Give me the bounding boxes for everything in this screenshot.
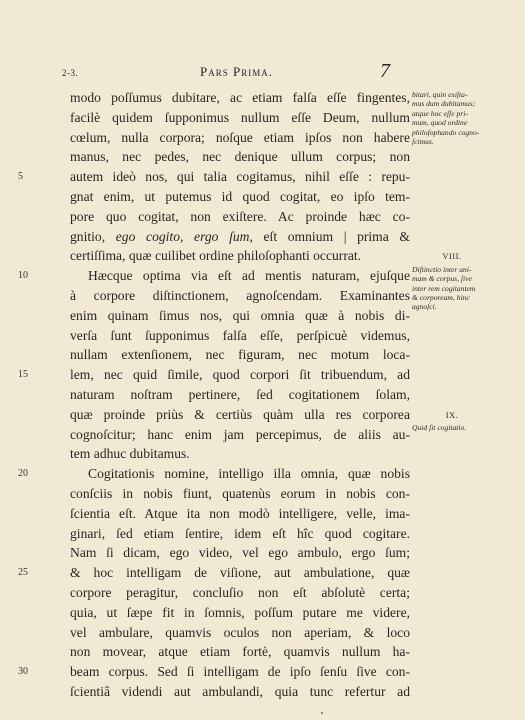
margin-note-line: philoſophando cogno-	[412, 127, 480, 137]
text-run: pore quo cogitat, non exiſtere. Ac proinde hæc co-	[70, 208, 410, 224]
text-line	[70, 642, 410, 662]
text-run: gnitio,	[70, 228, 116, 244]
text-run: ginari, ſed etiam ſentire, idem eſt hîc quod cogitare.	[70, 525, 410, 541]
text-line	[70, 504, 410, 524]
text-line	[70, 326, 410, 346]
text-line	[70, 227, 410, 247]
text-line	[70, 563, 410, 583]
text-run: cognoſcitur; hanc enim jam percepimus, de aliis au-	[70, 426, 410, 442]
text-run: à corpore diſtinctionem, agnoſcendam. Examinantes	[70, 287, 410, 303]
line-number: 20	[18, 468, 28, 480]
text-line	[70, 187, 410, 207]
margin-note-line: atque hoc eſſe pri-	[412, 108, 468, 118]
text-line	[70, 623, 410, 643]
text-line	[70, 306, 410, 326]
text-run: quia, ut ſæpe fit in ſomnis, poſſum putare me videre,	[70, 604, 410, 620]
text-run: facilè quidem ſupponimus nullum eſſe Deum, nullum	[70, 109, 410, 125]
text-line	[70, 167, 410, 187]
text-run: gnat enim, ut putemus id quod cogitat, eo ipſo tem-	[70, 188, 410, 204]
line-number: 10	[18, 270, 28, 282]
text-run: verſa ſunt ſupponimus falſa eſſe, perſpicuè videmus,	[70, 327, 410, 343]
margin-note-line: inter rem cogitantem	[412, 283, 476, 293]
margin-note-line: mum, quod ordine	[412, 118, 468, 128]
text-run: naturam noſtram pertinere, ſed cogitationem ſolam,	[70, 386, 410, 402]
text-run: manus, nec pedes, nec denique ullum corpus; non	[70, 149, 410, 165]
line-number: 5	[18, 171, 23, 183]
text-line	[70, 108, 410, 128]
line-number: 25	[18, 567, 28, 579]
text-run: conſciis in nobis fiunt, quatenùs eorum in nobis con-	[70, 485, 410, 501]
text-line	[70, 385, 410, 405]
margin-note	[412, 90, 492, 146]
text-line	[70, 444, 410, 464]
margin-note-number: VIII.	[442, 251, 462, 262]
margin-note-line: mus dum dubitamus;	[412, 99, 476, 109]
text-line	[70, 128, 410, 148]
page-speck	[321, 712, 323, 714]
text-run: quæ proinde priùs & certiùs quàm ulla res corporea	[70, 406, 410, 422]
text-run: enim quinam ſimus nos, qui omnia quæ à nobis di-	[70, 307, 410, 323]
text-run: Nam ſi dicam, ego video, vel ego ambulo, ergo ſum;	[70, 545, 410, 561]
line-number: 15	[18, 369, 28, 381]
margin-note-line: agnoſci.	[412, 302, 437, 312]
text-line	[70, 524, 410, 544]
text-line	[70, 246, 410, 266]
text-run: corpore peragitur, concluſio non eſt abſolutè certa;	[70, 584, 410, 600]
margin-note-line: Quid ſit cogitatio.	[412, 423, 467, 433]
header-title: Pars Prima.	[200, 64, 273, 79]
text-line	[70, 583, 410, 603]
text-line	[70, 365, 410, 385]
text-run: beam corpus. Sed ſi intelligam de ipſo ſenſu ſive con-	[70, 664, 410, 680]
text-line	[70, 286, 410, 306]
margin-note-line: bitari, quin exiſta-	[412, 90, 468, 99]
header-section-ref: 2-3.	[62, 68, 79, 78]
margin-note-line: mam & corpus, ſive	[412, 274, 472, 284]
text-run: autem ideò nos, qui talia cogitamus, nihil eſſe : repu-	[70, 169, 410, 185]
text-run: & hoc intelligam de viſione, aut ambulatione, quæ	[70, 565, 410, 581]
running-header	[0, 60, 525, 82]
text-run: Cogitationis nomine, intelligo illa omnia, quæ nobis	[88, 466, 410, 482]
text-line	[70, 147, 410, 167]
text-run: tem adhuc dubitamus.	[70, 446, 190, 462]
text-line	[70, 405, 410, 425]
text-line	[70, 682, 410, 702]
text-line	[70, 88, 410, 108]
text-line	[70, 662, 410, 682]
page-number: 7	[380, 60, 390, 82]
text-run: non movear, atque etiam fortè, quamvis nullum ha-	[70, 644, 410, 660]
margin-note-line: ſcimus.	[412, 137, 434, 147]
text-line	[70, 207, 410, 227]
text-run: Hæcque optima via eſt ad mentis naturam, ejuſque	[88, 268, 410, 284]
margin-note-line: Diſtinctio inter ani-	[412, 264, 472, 274]
line-number: 30	[18, 666, 28, 678]
text-line	[70, 464, 410, 484]
text-run: nullam extenſionem, nec figuram, nec motum loca-	[70, 347, 410, 363]
text-run: eſt omnium | prima &	[252, 228, 410, 244]
text-line	[70, 543, 410, 563]
text-run: ſcientia eſt. Atque ita non modò intelligere, velle, ima-	[70, 505, 410, 521]
text-run: ſcientiâ videndi aut ambulandi, quia tunc refertur ad	[70, 683, 410, 699]
text-line	[70, 425, 410, 445]
italic-phrase: ego cogito, ergo ſum,	[115, 228, 253, 244]
text-run: certiſſima, quæ cuilibet ordine philoſophanti occurrat.	[70, 248, 362, 264]
text-line	[70, 345, 410, 365]
text-line	[70, 603, 410, 623]
margin-note	[412, 252, 492, 311]
text-run: lem, nec quid ſimile, quod corpori ſit tribuendum, ad	[70, 367, 410, 383]
text-line	[70, 266, 410, 286]
text-run: modo poſſumus dubitare, ac etiam falſa eſſe fingentes,	[70, 90, 410, 105]
margin-note-line: & corpoream, hinc	[412, 293, 470, 303]
text-run: cœlum, nulla corpora; noſque etiam ipſos non habere	[70, 129, 410, 145]
main-text	[70, 88, 410, 702]
text-run: vel ambulare, quamvis oculos non aperiam, & loco	[70, 624, 410, 640]
margin-note-number: IX.	[445, 409, 459, 420]
margin-note	[412, 411, 492, 433]
text-line	[70, 484, 410, 504]
